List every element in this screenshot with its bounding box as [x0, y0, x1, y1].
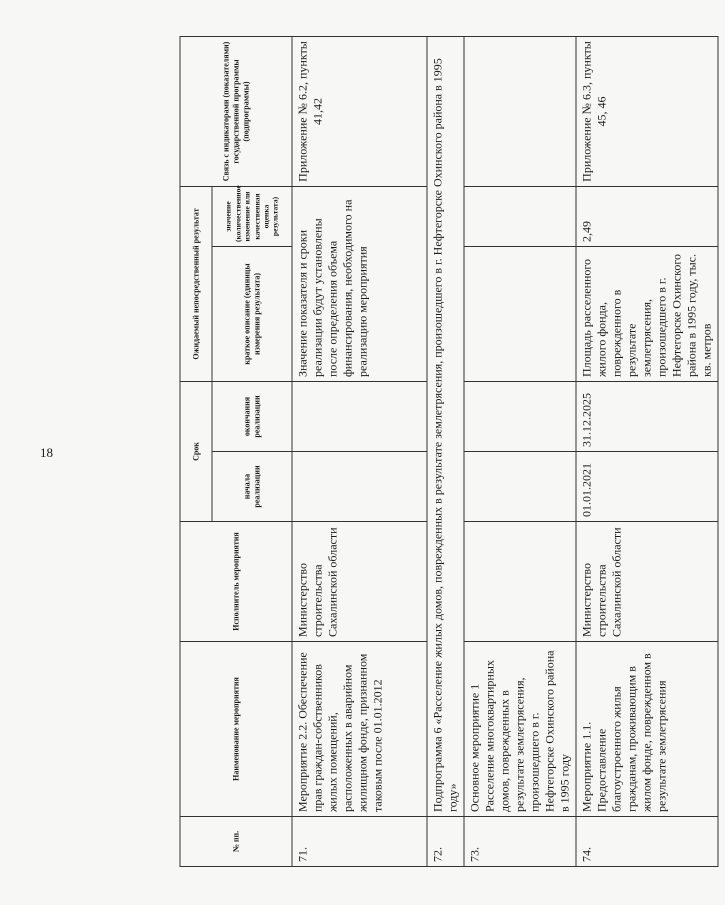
row-executor: Министерство строительства Сахалинской области	[576, 522, 718, 642]
row-start	[464, 452, 576, 522]
row-start	[292, 452, 427, 522]
subprogram-title: Подпрограмма 6 «Расселение жилых домов, поврежденных в результате землетрясения, произошедшего в г. Нефтегорске Охинского района в 1995 году»	[427, 37, 464, 817]
page-number: 18	[40, 445, 53, 460]
measures-table	[180, 36, 719, 867]
header-value: значение (количественное изменение или качественная оценка результата)	[212, 187, 292, 247]
header-end: окончания реализации	[212, 382, 292, 452]
row-name: Мероприятие 2.2. Обеспечение прав граждан-собственников жилых помещений, расположенных в аварийном жилищном фонде, признанном таковым после 01.01.2012	[292, 642, 427, 817]
header-name: Наименование мероприятия	[180, 642, 292, 817]
header-executor: Исполнитель мероприятия	[180, 522, 292, 642]
table-row	[464, 37, 576, 867]
row-executor: Министерство строительства Сахалинской области	[292, 522, 427, 642]
table-row	[427, 37, 464, 867]
row-name: Мероприятие 1.1. Предоставление благоустроенного жилья гражданам, проживающим в жилом фонде, поврежденном в результате землетрясения	[576, 642, 718, 817]
row-num: 73.	[464, 817, 576, 867]
header-num: № пп.	[180, 817, 292, 867]
row-num: 71.	[292, 817, 427, 867]
row-link: Приложение № 6.2, пункты 41,42	[292, 37, 427, 187]
row-start: 01.01.2021	[576, 452, 718, 522]
header-result: Ожидаемый непосредственный результат	[180, 187, 212, 382]
row-desc	[464, 247, 576, 382]
row-num: 74.	[576, 817, 718, 867]
header-term: Срок	[180, 382, 212, 522]
row-link	[464, 37, 576, 187]
row-end: 31.12.2025	[576, 382, 718, 452]
row-end	[292, 382, 427, 452]
row-executor	[464, 522, 576, 642]
row-value: 2,49	[576, 187, 718, 247]
row-end	[464, 382, 576, 452]
row-desc: Площадь расселенного жилого фонда, поврежденного в результате землетрясения, произошедшего в г. Нефтегорске Охинского района в 1995 году, тыс. кв. метров	[576, 247, 718, 382]
row-value	[464, 187, 576, 247]
header-desc: краткое описание (единицы измерения результата)	[212, 247, 292, 382]
row-num: 72.	[427, 817, 464, 867]
row-name: Основное мероприятие 1 Расселение многоквартирных домов, поврежденных в результате землетрясения, произошедшего в г. Нефтегорске Охинского района в 1995 году	[464, 642, 576, 817]
header-link: Связь с индикаторами (показателями) государственной программы (подпрограммы)	[180, 37, 292, 187]
rotated-table-sheet	[180, 37, 725, 867]
table-row	[576, 37, 718, 867]
header-start: начала реализации	[212, 452, 292, 522]
table-row	[292, 37, 427, 867]
row-link: Приложение № 6.3, пункты 45, 46	[576, 37, 718, 187]
row-desc: Значение показателя и сроки реализации будут установлены после определения объема финансирования, необходимого на реализацию мероприятия	[292, 187, 427, 382]
